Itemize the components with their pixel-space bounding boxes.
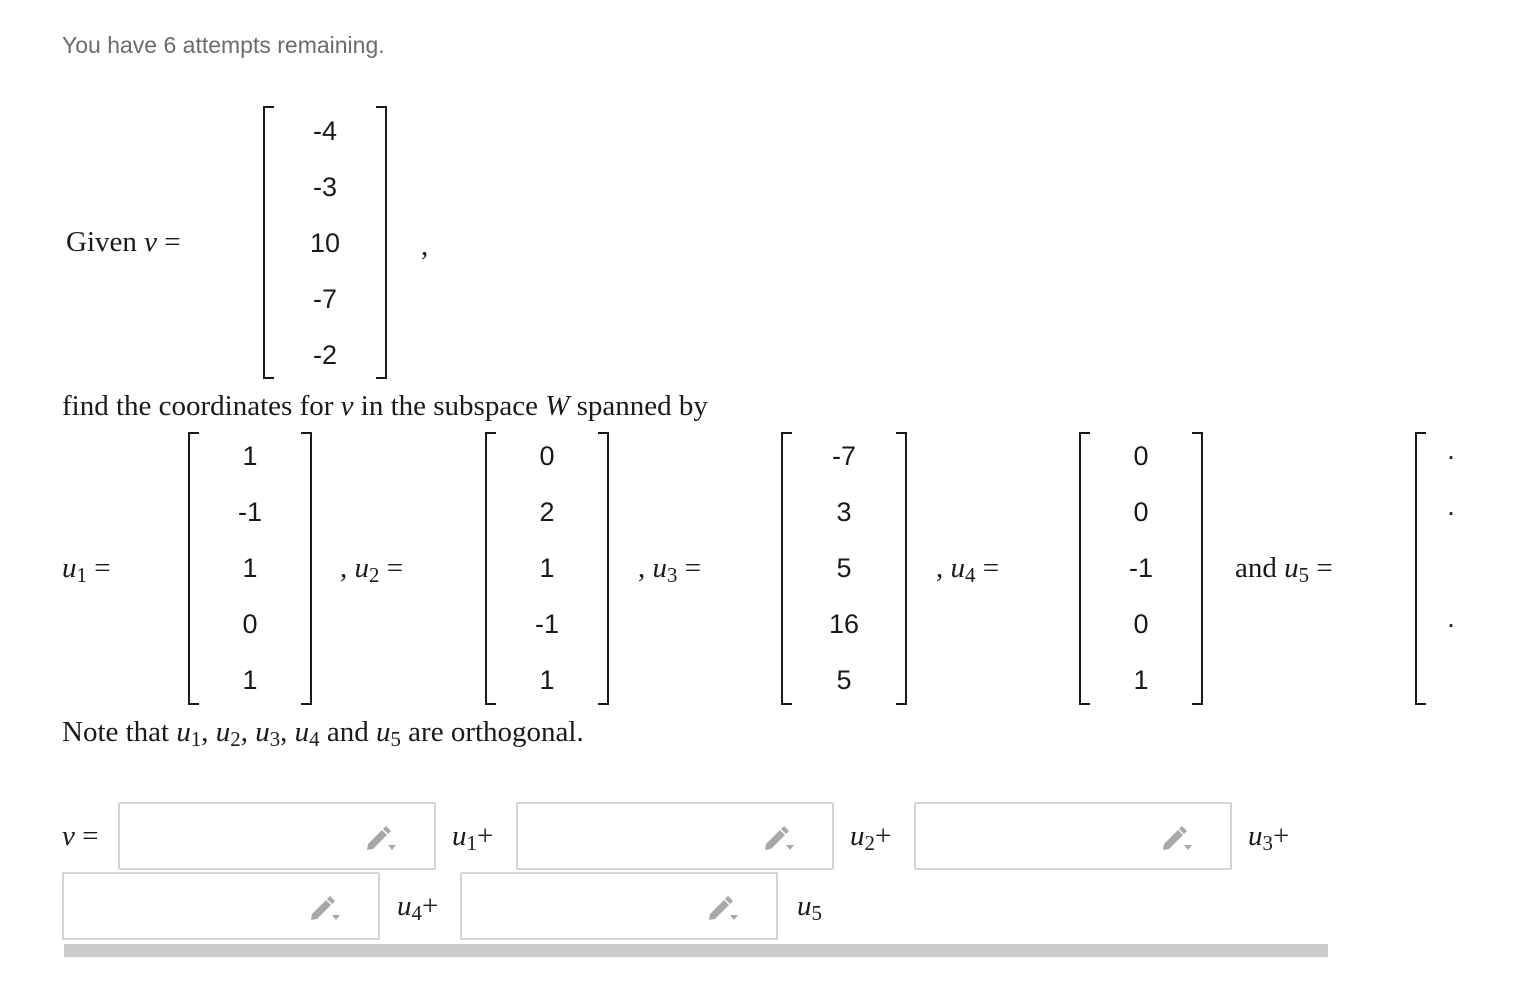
coefficient-5-input[interactable] [470, 882, 704, 932]
answer-lhs-var: v [62, 820, 75, 852]
note-sub: 3 [269, 727, 281, 752]
u5-equals: = [1316, 552, 1333, 584]
u2-var: u [354, 552, 369, 584]
note-sep: , [280, 716, 288, 748]
matrix-cell: 0 [539, 441, 555, 471]
matrix-cell: -1 [534, 609, 559, 639]
coefficient-2-input[interactable] [526, 812, 760, 862]
matrix-cell: 0 [1133, 497, 1149, 527]
statement-var: v [340, 390, 354, 422]
matrix-cell: 10 [309, 228, 341, 258]
note-var: u [255, 716, 270, 748]
matrix-cell: 5 [836, 665, 852, 695]
vector-u2 [485, 432, 609, 705]
term-var: u [797, 890, 812, 922]
statement-part2: in the subspace [360, 390, 538, 422]
term-sub: 1 [466, 831, 477, 856]
u4-sub: 4 [965, 563, 976, 588]
u2-equals: = [386, 552, 404, 584]
term-sub: 3 [1262, 831, 1273, 856]
term-u4-label [397, 890, 438, 929]
u3-prefix: , [638, 552, 646, 584]
u2-prefix: , [340, 552, 348, 584]
matrix-cell: · [1446, 609, 1456, 639]
vector-v [263, 106, 387, 379]
matrix-cell: 16 [828, 609, 860, 639]
note-var: u [294, 716, 310, 748]
matrix-cell: -1 [1128, 553, 1153, 583]
pencil-icon[interactable] [1160, 824, 1194, 852]
matrix-cell: · [1446, 497, 1456, 527]
u1-sub: 1 [76, 563, 87, 588]
matrix-cell: · [1446, 441, 1456, 471]
term-u5-label [797, 890, 822, 929]
term-sub: 2 [864, 831, 875, 856]
note-sep: , [201, 716, 209, 748]
u5-label [1235, 552, 1333, 591]
u5-var: u [1284, 552, 1299, 584]
note-sub: 2 [230, 727, 241, 752]
u1-label [62, 552, 111, 591]
pencil-icon[interactable] [364, 824, 398, 852]
coefficient-1-input[interactable] [128, 812, 362, 862]
orthogonal-note [62, 716, 584, 755]
note-suffix: are orthogonal. [408, 716, 584, 748]
statement-part1: find the coordinates for [62, 390, 334, 422]
matrix-cell: 1 [539, 665, 555, 695]
given-equals: = [164, 226, 181, 258]
coefficient-4-field[interactable] [62, 872, 380, 940]
term-sub: 5 [811, 901, 822, 926]
u4-prefix: , [936, 552, 944, 584]
matrix-cell: 0 [1133, 609, 1149, 639]
matrix-cell: 1 [242, 553, 258, 583]
u4-equals: = [982, 552, 1000, 584]
u2-label [340, 552, 403, 591]
u4-var: u [950, 552, 965, 584]
given-comma: , [421, 230, 429, 262]
matrix-cell: -7 [312, 284, 337, 314]
note-var: u [375, 716, 391, 748]
u2-sub: 2 [369, 563, 380, 588]
u1-equals: = [94, 552, 111, 584]
coefficient-3-input[interactable] [924, 812, 1158, 862]
u3-equals: = [684, 552, 702, 584]
note-var: u [215, 716, 231, 748]
vector-u1 [188, 432, 312, 705]
term-var: u [850, 820, 865, 852]
u3-var: u [652, 552, 667, 584]
note-and: and [326, 716, 369, 748]
horizontal-scrollbar[interactable] [64, 944, 1328, 957]
coefficient-5-field[interactable] [460, 872, 778, 940]
matrix-cell: -3 [312, 172, 337, 202]
statement-part3: spanned by [576, 390, 708, 422]
u5-prefix: and [1235, 552, 1277, 584]
pencil-icon[interactable] [762, 824, 796, 852]
matrix-cell: -2 [312, 340, 337, 370]
u5-sub: 5 [1298, 563, 1310, 588]
u4-label [936, 552, 999, 591]
vector-u4 [1079, 432, 1203, 705]
matrix-cell: -7 [831, 441, 856, 471]
matrix-cell: 3 [836, 497, 852, 527]
note-var: u [176, 716, 191, 748]
matrix-cell: 1 [1133, 665, 1149, 695]
note-sub: 4 [309, 727, 320, 752]
vector-u3 [781, 432, 907, 705]
term-var: u [452, 820, 467, 852]
u1-var: u [62, 552, 77, 584]
term-sub: 4 [411, 901, 422, 926]
matrix-cell: 1 [539, 553, 555, 583]
vector-u5 [1415, 432, 1514, 705]
given-label [66, 226, 181, 258]
matrix-cell: 0 [242, 609, 258, 639]
note-sub: 5 [390, 727, 401, 752]
coefficient-1-field[interactable] [118, 802, 436, 870]
note-sub: 1 [190, 727, 202, 752]
attempts-remaining: You have 6 attempts remaining. [62, 32, 385, 58]
matrix-cell: 2 [539, 497, 555, 527]
term-var: u [1248, 820, 1263, 852]
given-var: v [144, 226, 157, 258]
term-var: u [397, 890, 412, 922]
term-u1-label [452, 820, 493, 859]
term-op: + [1272, 820, 1290, 852]
statement-space: W [545, 390, 570, 422]
bracket-left [1415, 432, 1426, 705]
given-word: Given [66, 226, 137, 258]
matrix-cell: 0 [1133, 441, 1149, 471]
term-op: + [874, 820, 892, 852]
problem-statement [62, 390, 708, 422]
answer-lhs [62, 820, 98, 852]
coefficient-4-input[interactable] [72, 882, 306, 932]
note-sep: , [240, 716, 248, 748]
pencil-icon[interactable] [706, 894, 740, 922]
matrix-cell: 1 [242, 441, 258, 471]
term-op: + [476, 820, 494, 852]
u3-sub: 3 [667, 563, 678, 588]
term-u3-label [1248, 820, 1289, 859]
matrix-cell: 5 [836, 553, 852, 583]
u3-label [638, 552, 701, 591]
coefficient-3-field[interactable] [914, 802, 1232, 870]
coefficient-2-field[interactable] [516, 802, 834, 870]
answer-equals: = [82, 820, 99, 852]
term-u2-label [850, 820, 891, 859]
matrix-cell: -4 [312, 116, 337, 146]
term-op: + [421, 890, 439, 922]
matrix-cell: 1 [242, 665, 258, 695]
pencil-icon[interactable] [308, 894, 342, 922]
note-prefix: Note that [62, 716, 170, 748]
matrix-cell: -1 [237, 497, 262, 527]
